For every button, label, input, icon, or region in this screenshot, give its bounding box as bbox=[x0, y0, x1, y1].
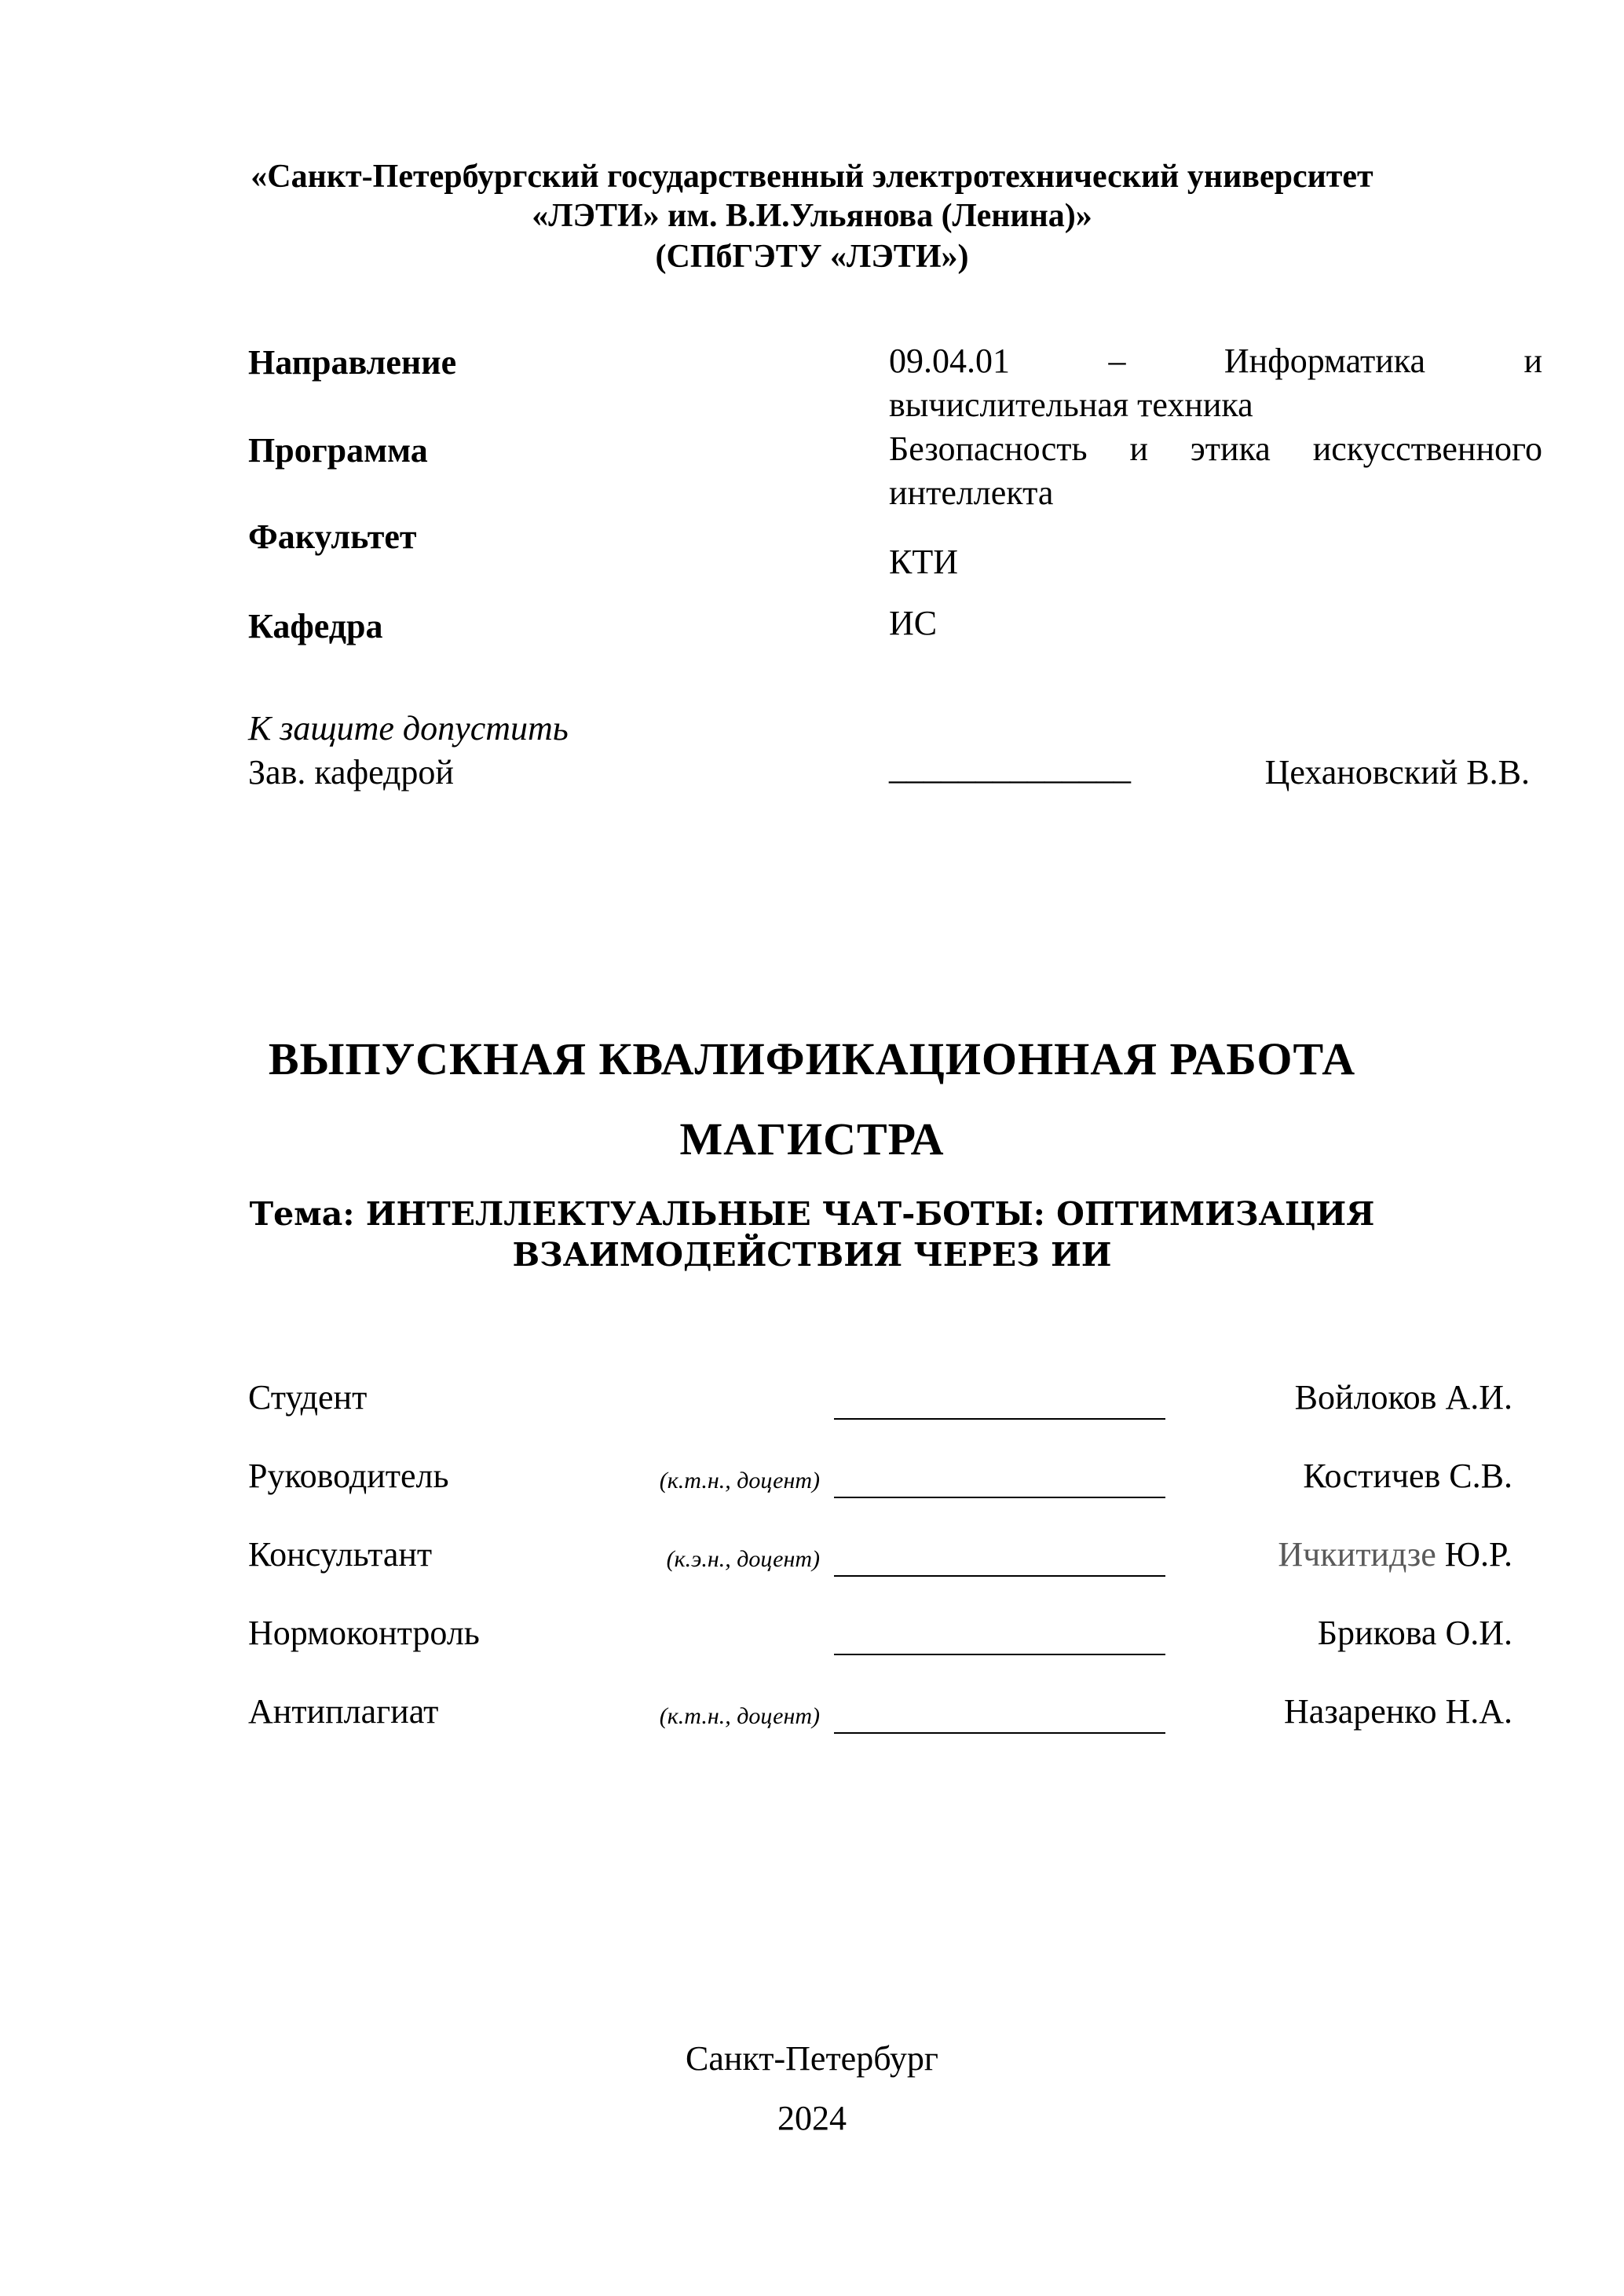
faculty-value: КТИ bbox=[889, 543, 958, 581]
program-word-1: Безопасность bbox=[889, 430, 1088, 468]
direction-dash: – bbox=[1108, 342, 1126, 380]
theme-line-2: ВЗАИМОДЕЙСТВИЯ ЧЕРЕЗ ИИ bbox=[512, 1236, 1112, 1274]
direction-label: Направление bbox=[248, 343, 457, 382]
head-of-department-name: Цехановский В.В. bbox=[1264, 753, 1530, 792]
faculty-label: Факультет bbox=[248, 517, 417, 556]
signature-degree-consultant: (к.э.н., доцент) bbox=[666, 1546, 820, 1572]
direction-value-line-1 bbox=[889, 339, 1542, 383]
university-name-line-1: «Санкт-Петербургский государственный электротехнический университет bbox=[251, 159, 1373, 195]
signature-line-supervisor bbox=[834, 1497, 1165, 1498]
signature-degree-supervisor: (к.т.н., доцент) bbox=[659, 1468, 820, 1493]
signature-line-normcontrol bbox=[834, 1654, 1165, 1655]
head-signature-blank: ______________ bbox=[889, 748, 1131, 787]
consultant-surname: Ичкитидзе bbox=[1278, 1535, 1436, 1574]
signature-role-consultant: Консультант bbox=[248, 1535, 433, 1574]
program-value-line-1 bbox=[889, 427, 1542, 471]
signature-role-supervisor: Руководитель bbox=[248, 1457, 449, 1495]
signature-name-antiplagiarism: Назаренко Н.А. bbox=[1284, 1692, 1512, 1731]
signature-name-student: Войлоков А.И. bbox=[1294, 1378, 1512, 1417]
head-of-department-label: Зав. кафедрой bbox=[248, 753, 454, 792]
signature-name-supervisor: Костичев С.В. bbox=[1303, 1457, 1512, 1495]
program-word-2: и bbox=[1129, 430, 1148, 468]
signature-role-antiplagiarism: Антиплагиат bbox=[248, 1692, 439, 1731]
signature-degree-antiplagiarism: (к.т.н., доцент) bbox=[659, 1703, 820, 1729]
work-title-line-2: МАГИСТРА bbox=[679, 1113, 945, 1164]
consultant-initials: Ю.Р. bbox=[1436, 1535, 1512, 1574]
university-name-line-2: «ЛЭТИ» им. В.И.Ульянова (Ленина)» bbox=[532, 198, 1092, 234]
program-word-4: искусственного bbox=[1312, 430, 1542, 468]
allow-to-defense-text: К защите допустить bbox=[248, 709, 569, 748]
work-title-line-1: ВЫПУСКНАЯ КВАЛИФИКАЦИОННАЯ РАБОТА bbox=[268, 1033, 1356, 1084]
footer-city: Санкт-Петербург bbox=[686, 2039, 938, 2078]
program-label: Программа bbox=[248, 431, 428, 470]
program-value-line-2: интеллекта bbox=[889, 473, 1054, 512]
department-value: ИС bbox=[889, 604, 938, 642]
department-label: Кафедра bbox=[248, 607, 383, 645]
direction-word-1: Информатика bbox=[1223, 342, 1425, 380]
university-abbreviation: (СПбГЭТУ «ЛЭТИ») bbox=[655, 239, 969, 275]
signature-line-student bbox=[834, 1418, 1165, 1420]
signature-line-consultant bbox=[834, 1575, 1165, 1577]
direction-value-line-2: вычислительная техника bbox=[889, 386, 1253, 424]
signature-line-antiplagiarism bbox=[834, 1732, 1165, 1734]
direction-code: 09.04.01 bbox=[889, 342, 1010, 380]
signature-role-normcontrol: Нормоконтроль bbox=[248, 1614, 480, 1652]
theme-line-1: Тема: ИНТЕЛЛЕКТУАЛЬНЫЕ ЧАТ-БОТЫ: ОПТИМИЗАЦИЯ bbox=[249, 1195, 1375, 1233]
direction-word-2: и bbox=[1523, 342, 1542, 380]
signature-name-normcontrol: Брикова О.И. bbox=[1317, 1614, 1512, 1652]
footer-year: 2024 bbox=[777, 2099, 847, 2137]
signature-role-student: Студент bbox=[248, 1378, 368, 1417]
program-word-3: этика bbox=[1190, 430, 1271, 468]
signature-name-consultant bbox=[1278, 1533, 1512, 1577]
